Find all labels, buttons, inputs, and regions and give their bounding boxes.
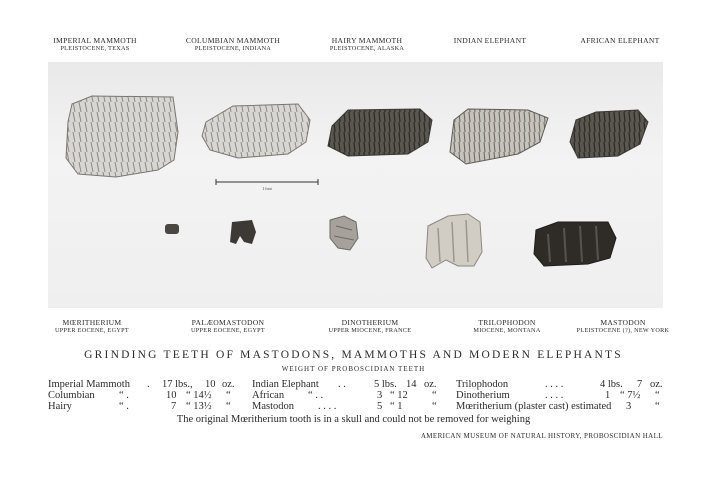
caption-name: MŒRITHERIUM xyxy=(62,318,122,327)
weight-lbs: 1 xyxy=(605,390,611,401)
caption-sub: UPPER EOCENE, EGYPT xyxy=(191,327,265,335)
weight-unit: oz. xyxy=(650,379,663,390)
caption-sub: PLEISTOCENE, ALASKA xyxy=(329,45,405,53)
weight-unit: “ xyxy=(655,401,660,412)
weight-name: Trilophodon xyxy=(456,379,509,390)
weight-name: Indian Elephant xyxy=(252,379,319,390)
weight-name: Mastodon xyxy=(252,401,294,412)
weight-lbs: 10 xyxy=(166,390,177,401)
weight-oz: 10 xyxy=(205,379,216,390)
weight-row-dinotherium xyxy=(456,390,510,401)
caption-sub: UPPER MIOCENE, FRANCE xyxy=(328,327,412,335)
caption-sub: PLEISTOCENE, INDIANA xyxy=(194,45,272,53)
weight-lbs: 5 lbs. xyxy=(374,379,397,390)
caption-name: HAIRY MAMMOTH xyxy=(331,36,403,45)
weight-name: Imperial Mammoth xyxy=(48,379,130,390)
caption-name: INDIAN ELEPHANT xyxy=(453,36,527,45)
weight-dots: . . . . xyxy=(545,390,564,401)
weight-oz: “ 1 xyxy=(390,401,403,412)
weight-name: Dinotherium xyxy=(456,390,510,401)
imperial-mammoth-tooth xyxy=(66,96,178,177)
weight-row-imperial xyxy=(48,379,130,390)
caption-sub: UPPER EOCENE, EGYPT xyxy=(55,327,129,335)
caption-name: PALÆOMASTODON xyxy=(191,318,265,327)
weight-oz: 14 xyxy=(406,379,417,390)
weight-row-mastodon xyxy=(252,401,294,412)
caption-name: MASTODON xyxy=(600,318,646,327)
caption-indian-elephant xyxy=(425,36,555,45)
caption-columbian-mammoth xyxy=(168,36,298,53)
caption-sub: PLEISTOCENE, TEXAS xyxy=(60,45,130,53)
african-elephant-tooth xyxy=(570,110,648,158)
weight-unit: “ xyxy=(226,401,231,412)
weight-unit: “ xyxy=(432,390,437,401)
caption-palaeomastodon xyxy=(158,318,298,335)
caption-sub: MIOCENE, MONTANA xyxy=(473,327,541,335)
weight-oz: “ 14½ xyxy=(186,390,212,401)
weight-dots: . . . . xyxy=(318,401,337,412)
weight-oz: “ 12 xyxy=(390,390,408,401)
caption-name: COLUMBIAN MAMMOTH xyxy=(185,36,281,45)
weight-lbs: 3 xyxy=(377,390,383,401)
weight-dots: . xyxy=(147,379,150,390)
weight-unit: oz. xyxy=(424,379,437,390)
weight-oz: “ 13½ xyxy=(186,401,212,412)
caption-african-elephant xyxy=(555,36,685,45)
caption-name: DINOTHERIUM xyxy=(341,318,399,327)
mastodon-tooth xyxy=(534,222,616,266)
moeritherium-tooth xyxy=(165,224,179,234)
weight-name: Mœritherium (plaster cast) estimated xyxy=(456,401,612,412)
caption-hairy-mammoth xyxy=(302,36,432,53)
caption-name: IMPERIAL MAMMOTH xyxy=(53,36,137,45)
weight-lbs: 7 xyxy=(171,401,177,412)
weight-lbs: 3 xyxy=(626,401,632,412)
weight-unit: oz. xyxy=(222,379,235,390)
palaeomastodon-tooth xyxy=(230,220,256,244)
weight-lbs: 5 xyxy=(377,401,383,412)
caption-imperial-mammoth xyxy=(30,36,160,53)
weight-dots: “ . xyxy=(119,401,129,412)
museum-credit: AMERICAN MUSEUM OF NATURAL HISTORY, PROBOSCIDIAN HALL xyxy=(420,432,663,440)
weight-row-african xyxy=(252,390,284,401)
weight-unit: “ xyxy=(226,390,231,401)
weighing-note: The original Mœritherium tooth is in a skull and could not be removed for weighing xyxy=(176,414,531,425)
weight-unit: “ xyxy=(432,401,437,412)
teeth-photograph xyxy=(48,62,663,308)
weight-name: Columbian xyxy=(48,390,95,401)
indian-elephant-tooth xyxy=(450,109,548,164)
caption-sub: PLEISTOCENE (?), NEW YORK xyxy=(576,327,670,335)
weight-dots: . . . . xyxy=(545,379,564,390)
hairy-mammoth-tooth xyxy=(328,109,432,156)
caption-mastodon xyxy=(548,318,698,335)
weight-lbs: 17 lbs., xyxy=(162,379,193,390)
weight-row-hairy xyxy=(48,401,72,412)
weight-dots: . . xyxy=(338,379,346,390)
weight-oz: 7 xyxy=(637,379,643,390)
weight-lbs: 4 lbs. xyxy=(600,379,623,390)
caption-moeritherium xyxy=(22,318,162,335)
weight-dots: “ . . xyxy=(308,390,324,401)
weight-row-indian xyxy=(252,379,319,390)
weight-dots: “ . xyxy=(119,390,129,401)
scale-bar-label: 1 foot xyxy=(262,186,272,191)
caption-name: AFRICAN ELEPHANT xyxy=(580,36,660,45)
weight-unit: “ xyxy=(655,390,660,401)
caption-dinotherium xyxy=(300,318,440,335)
caption-name: TRILOPHODON xyxy=(478,318,536,327)
weight-name: African xyxy=(252,390,285,401)
weight-row-moeritherium xyxy=(456,401,611,412)
columbian-mammoth-tooth xyxy=(202,104,310,158)
weight-oz: “ 7½ xyxy=(620,390,641,401)
page-title: GRINDING TEETH OF MASTODONS, MAMMOTHS AND MODERN ELEPHANTS xyxy=(84,349,623,361)
weight-row-columbian xyxy=(48,390,95,401)
teeth-illustration xyxy=(48,62,663,308)
dinotherium-tooth xyxy=(330,216,358,250)
weights-heading: WEIGHT OF PROBOSCIDIAN TEETH xyxy=(281,365,426,373)
weight-name: Hairy xyxy=(48,401,72,412)
weight-row-trilophodon xyxy=(456,379,508,390)
